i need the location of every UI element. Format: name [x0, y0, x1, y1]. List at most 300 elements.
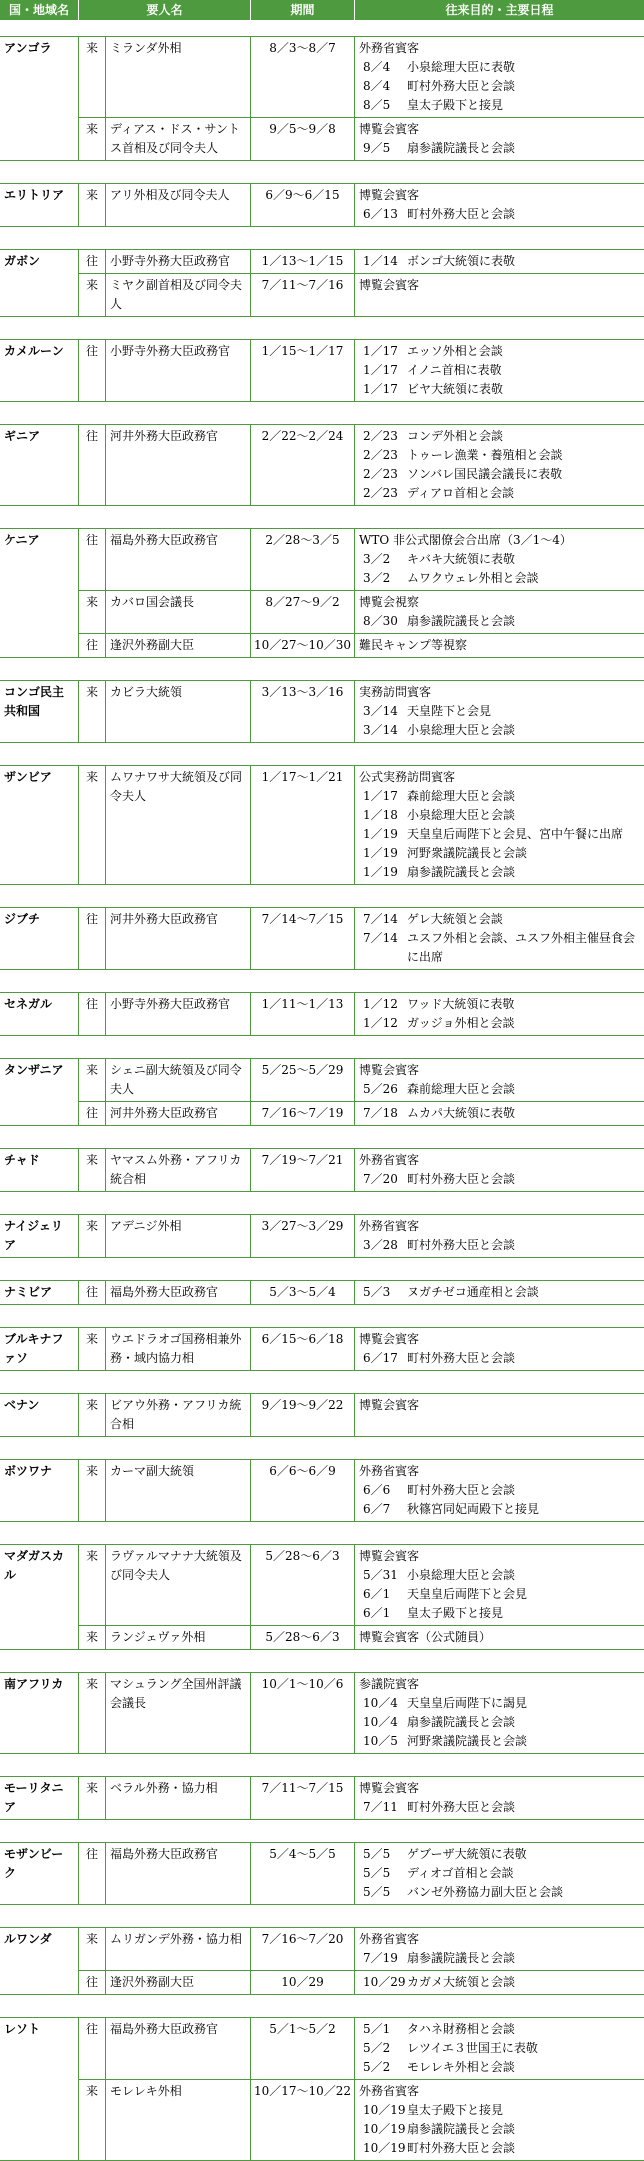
period-cell: 1／15～1／17 — [251, 340, 355, 401]
table-row — [79, 250, 644, 273]
purpose-cell — [355, 908, 644, 969]
schedule-text: 河野衆議院議長と会談 — [407, 1734, 528, 1748]
visit-category: 博覧会賓客 — [359, 122, 420, 136]
purpose-cell — [355, 1843, 644, 1904]
schedule-text: 町村外務大臣と会談 — [407, 1483, 516, 1497]
schedule-item — [359, 2039, 640, 2058]
country-name: セネガル — [0, 993, 79, 1035]
schedule-date: 2／23 — [363, 467, 398, 481]
person-cell: ムリガンデ外務・協力相 — [106, 1928, 251, 1970]
schedule-item — [359, 342, 640, 361]
schedule-item — [359, 427, 640, 446]
purpose-cell — [355, 1215, 644, 1257]
visit-category: WTO 非公式閣僚会合出席（3／1～4） — [359, 533, 572, 547]
country-group — [0, 1842, 644, 1905]
period-cell: 6／9～6／15 — [251, 184, 355, 226]
country-name: ナイジェリア — [0, 1215, 79, 1257]
schedule-text: ゲレ大統領と会談 — [407, 912, 503, 926]
schedule-item — [359, 721, 640, 740]
schedule-item — [359, 1694, 640, 1713]
schedule-date: 2／23 — [363, 486, 398, 500]
schedule-text: 天皇皇后両陛下に謁見 — [407, 1696, 528, 1710]
person-cell: 福島外務大臣政務官 — [106, 529, 251, 590]
direction-cell: 来 — [79, 1460, 106, 1521]
header-purpose: 往来目的・主要日程 — [445, 3, 554, 17]
schedule-date: 5／3 — [363, 1285, 391, 1299]
person-cell: ラヴァルマナナ大統領及び同令夫人 — [106, 1545, 251, 1625]
table-row — [79, 529, 644, 590]
schedule-item — [359, 844, 640, 863]
schedule-date: 6／17 — [363, 1351, 398, 1365]
schedule-text: 小泉総理大臣と会談 — [407, 723, 516, 737]
country-group — [0, 424, 644, 506]
country-name: カメルーン — [0, 340, 79, 401]
person-cell: 河井外務大臣政務官 — [106, 908, 251, 969]
person-cell: 小野寺外務大臣政務官 — [106, 250, 251, 273]
group-spacer — [0, 1995, 644, 2017]
schedule-text: 町村外務大臣と会談 — [407, 1172, 516, 1186]
header-period: 期間 — [251, 0, 355, 20]
person-cell: 福島外務大臣政務官 — [106, 1281, 251, 1304]
purpose-cell — [355, 529, 644, 590]
header-person: 要人名 — [79, 0, 251, 20]
period-cell: 5／25～5／29 — [251, 1059, 355, 1101]
person-cell: 河井外務大臣政務官 — [106, 1102, 251, 1125]
visit-category: 博覧会賓客 — [359, 188, 420, 202]
schedule-date: 10／4 — [363, 1696, 398, 1710]
direction-cell: 来 — [79, 1626, 106, 1649]
direction-cell: 来 — [79, 1777, 106, 1819]
person-cell: ヤマスム外務・アフリカ統合相 — [106, 1149, 251, 1191]
table-row — [79, 1059, 644, 1101]
schedule-date: 3／2 — [363, 552, 391, 566]
schedule-text: 町村外務大臣と会談 — [407, 1238, 516, 1252]
schedule-item — [359, 806, 640, 825]
schedule-date: 5／5 — [363, 1866, 391, 1880]
direction-cell: 往 — [79, 250, 106, 273]
table-row — [79, 1281, 644, 1304]
direction-cell: 往 — [79, 1971, 106, 1994]
schedule-date: 2／23 — [363, 429, 398, 443]
schedule-item — [359, 380, 640, 399]
schedule-date: 2／23 — [363, 448, 398, 462]
schedule-item — [359, 1283, 640, 1302]
period-cell: 7／16～7／19 — [251, 1102, 355, 1125]
period-cell: 7／14～7／15 — [251, 908, 355, 969]
schedule-item — [359, 2020, 640, 2039]
visit-rows — [79, 529, 644, 657]
schedule-date: 7／11 — [363, 1800, 398, 1814]
visit-rows — [79, 1328, 644, 1370]
table-row — [79, 1328, 644, 1370]
schedule-text: 皇太子殿下と接見 — [407, 98, 504, 112]
period-cell: 5／1～5／2 — [251, 2018, 355, 2079]
group-spacer — [0, 1305, 644, 1327]
table-row — [79, 766, 644, 884]
table-row — [79, 117, 644, 160]
person-cell: カバロ国会議長 — [106, 591, 251, 633]
direction-cell: 来 — [79, 591, 106, 633]
purpose-cell — [355, 993, 644, 1035]
country-group — [0, 1672, 644, 1754]
schedule-date: 7／14 — [363, 931, 398, 945]
table-row — [79, 425, 644, 505]
direction-cell: 来 — [79, 184, 106, 226]
group-spacer — [0, 1371, 644, 1393]
visit-rows — [79, 1460, 644, 1521]
purpose-cell — [355, 766, 644, 884]
schedule-item — [359, 1713, 640, 1732]
schedule-date: 6／1 — [363, 1587, 391, 1601]
country-group — [0, 680, 644, 743]
direction-cell: 来 — [79, 37, 106, 117]
period-cell: 3／13～3／16 — [251, 681, 355, 742]
schedule-date: 3／2 — [363, 571, 391, 585]
period-cell: 7／16～7／20 — [251, 1928, 355, 1970]
country-name: ジブチ — [0, 908, 79, 969]
visit-category: 博覧会賓客 — [359, 1332, 420, 1346]
schedule-text: 扇参議院議長と会談 — [407, 1715, 516, 1729]
schedule-text: 扇参議院議長と会談 — [407, 1951, 516, 1965]
visit-rows — [79, 1928, 644, 1994]
visit-rows — [79, 1281, 644, 1304]
schedule-text: 町村外務大臣と会談 — [407, 1351, 516, 1365]
person-cell: 河井外務大臣政務官 — [106, 425, 251, 505]
direction-cell: 来 — [79, 1328, 106, 1370]
country-name: チャド — [0, 1149, 79, 1191]
table-row — [79, 273, 644, 316]
schedule-text: レツイエ３世国王に表敬 — [407, 2041, 538, 2055]
schedule-date: 3／28 — [363, 1238, 398, 1252]
country-group — [0, 1459, 644, 1522]
country-name: ザンビア — [0, 766, 79, 884]
period-cell: 3／27～3／29 — [251, 1215, 355, 1257]
schedule-text: 町村外務大臣と会談 — [407, 79, 516, 93]
person-cell: ミランダ外相 — [106, 37, 251, 117]
schedule-text: イノニ首相に表敬 — [407, 363, 502, 377]
purpose-cell — [355, 681, 644, 742]
person-cell: ビアウ外務・アフリカ統合相 — [106, 1394, 251, 1436]
person-cell: カビラ大統領 — [106, 681, 251, 742]
schedule-item — [359, 702, 640, 721]
schedule-date: 7／20 — [363, 1172, 398, 1186]
purpose-cell — [355, 634, 644, 657]
schedule-item — [359, 1845, 640, 1864]
visit-category: 博覧会視察 — [359, 595, 420, 609]
direction-cell: 往 — [79, 2018, 106, 2079]
table-row — [79, 993, 644, 1035]
country-group — [0, 1148, 644, 1192]
table-row — [79, 1843, 644, 1904]
country-name: ブルキナファソ — [0, 1328, 79, 1370]
schedule-text: 森前総理大臣と会談 — [407, 1082, 516, 1096]
schedule-date: 8／4 — [363, 79, 391, 93]
direction-cell: 往 — [79, 425, 106, 505]
direction-cell: 来 — [79, 274, 106, 316]
schedule-date: 1／19 — [363, 865, 398, 879]
country-name: マダガスカル — [0, 1545, 79, 1649]
purpose-cell — [355, 1928, 644, 1970]
schedule-text: 天皇皇后両陛下と会見、宮中午餐に出席 — [407, 827, 624, 841]
schedule-text: キバキ大統領に表敬 — [407, 552, 516, 566]
visit-rows — [79, 1545, 644, 1649]
visit-rows — [79, 1673, 644, 1753]
table-row — [79, 2018, 644, 2079]
schedule-item — [359, 1104, 640, 1123]
schedule-text: トゥーレ漁業・養殖相と会談 — [407, 448, 563, 462]
country-group — [0, 992, 644, 1036]
group-spacer — [0, 885, 644, 907]
group-spacer — [0, 743, 644, 765]
direction-cell: 来 — [79, 1673, 106, 1753]
schedule-text: 森前総理大臣と会談 — [407, 789, 516, 803]
country-group — [0, 1280, 644, 1305]
schedule-date: 5／31 — [363, 1568, 398, 1582]
schedule-text: タハネ財務相と会談 — [407, 2022, 515, 2036]
schedule-date: 5／5 — [363, 1847, 391, 1861]
schedule-text: バンゼ外務協力副大臣と会談 — [407, 1885, 564, 1899]
purpose-cell — [355, 1281, 644, 1304]
schedule-item — [359, 252, 640, 271]
group-spacer — [0, 1192, 644, 1214]
schedule-text: ムカパ大統領に表敬 — [407, 1106, 516, 1120]
schedule-item — [359, 484, 640, 503]
schedule-date: 7／18 — [363, 1106, 398, 1120]
schedule-text: 町村外務大臣と会談 — [407, 207, 516, 221]
country-name: エリトリア — [0, 184, 79, 226]
visit-category: 参議院賓客 — [359, 1677, 420, 1691]
schedule-text: 皇太子殿下と接見 — [407, 1606, 504, 1620]
table-row — [79, 590, 644, 633]
schedule-text: ディオゴ首相と会談 — [407, 1866, 514, 1880]
period-cell: 1／17～1／21 — [251, 766, 355, 884]
country-group — [0, 1214, 644, 1258]
country-name: コンゴ民主共和国 — [0, 681, 79, 742]
schedule-date: 6／7 — [363, 1502, 391, 1516]
person-cell: 福島外務大臣政務官 — [106, 1843, 251, 1904]
country-name: ケニア — [0, 529, 79, 657]
group-spacer — [0, 1905, 644, 1927]
schedule-date: 10／19 — [363, 2141, 406, 2155]
schedule-date: 6／1 — [363, 1606, 391, 1620]
schedule-date: 1／12 — [363, 997, 398, 1011]
person-cell: ディアス・ドス・サントス首相及び同令夫人 — [106, 118, 251, 160]
country-group — [0, 765, 644, 885]
purpose-cell — [355, 250, 644, 273]
period-cell: 5／28～6／3 — [251, 1626, 355, 1649]
schedule-item — [359, 1585, 640, 1604]
person-cell: ミヤク副首相及び同令夫人 — [106, 274, 251, 316]
schedule-item — [359, 465, 640, 484]
schedule-date: 1／17 — [363, 382, 398, 396]
group-spacer — [0, 317, 644, 339]
person-cell: マシュラング全国州評議会議長 — [106, 1673, 251, 1753]
direction-cell: 来 — [79, 1928, 106, 1970]
schedule-text: 小泉総理大臣と会談 — [407, 808, 516, 822]
schedule-item — [359, 1798, 640, 1817]
country-name: アンゴラ — [0, 37, 79, 160]
schedule-item — [359, 446, 640, 465]
visit-table — [0, 36, 644, 2161]
visit-category: 実務訪問賓客 — [359, 685, 432, 699]
visit-category: 難民キャンプ等視察 — [359, 638, 468, 652]
country-group — [0, 1544, 644, 1650]
schedule-date: 5／2 — [363, 2041, 391, 2055]
schedule-date: 6／13 — [363, 207, 398, 221]
schedule-item — [359, 1973, 640, 1992]
period-cell: 2／28～3／5 — [251, 529, 355, 590]
country-group — [0, 907, 644, 970]
country-group — [0, 339, 644, 402]
period-cell: 7／19～7／21 — [251, 1149, 355, 1191]
schedule-date: 1／19 — [363, 827, 398, 841]
direction-cell: 来 — [79, 681, 106, 742]
schedule-date: 8／30 — [363, 614, 398, 628]
direction-cell: 来 — [79, 1394, 106, 1436]
schedule-item — [359, 612, 640, 631]
table-row — [79, 1460, 644, 1521]
table-row — [79, 1777, 644, 1819]
period-cell: 10／1～10／6 — [251, 1673, 355, 1753]
country-name: ルワンダ — [0, 1928, 79, 1994]
visit-category: 公式実務訪問賓客 — [359, 770, 456, 784]
schedule-date: 7／19 — [363, 1951, 398, 1965]
visit-rows — [79, 908, 644, 969]
schedule-item — [359, 995, 640, 1014]
table-header — [0, 0, 644, 20]
country-group — [0, 528, 644, 658]
schedule-text: 扇参議院議長と会談 — [407, 2122, 516, 2136]
header-country: 国・地域名 — [0, 0, 79, 20]
group-spacer — [0, 1036, 644, 1058]
schedule-text: 町村外務大臣と会談 — [407, 1800, 516, 1814]
schedule-date: 7／14 — [363, 912, 398, 926]
schedule-date: 10／19 — [363, 2122, 406, 2136]
schedule-item — [359, 2058, 640, 2077]
group-spacer — [0, 658, 644, 680]
visit-category: 外務省賓客 — [359, 41, 420, 55]
schedule-item — [359, 1864, 640, 1883]
purpose-cell — [355, 1545, 644, 1625]
schedule-date: 10／4 — [363, 1715, 398, 1729]
schedule-text: ソンバレ国民議会議長に表敬 — [407, 467, 563, 481]
schedule-text: ビヤ大統領に表敬 — [407, 382, 504, 396]
schedule-text: コンデ外相と会談 — [407, 429, 504, 443]
country-group — [0, 1058, 644, 1126]
schedule-text: モレレキ外相と会談 — [407, 2060, 515, 2074]
table-row — [79, 1625, 644, 1649]
country-group — [0, 36, 644, 161]
purpose-cell — [355, 1149, 644, 1191]
period-cell: 8／27～9／2 — [251, 591, 355, 633]
schedule-text: 小泉総理大臣と会談 — [407, 1568, 516, 1582]
visit-category: 外務省賓客 — [359, 1464, 420, 1478]
schedule-date: 1／12 — [363, 1016, 398, 1030]
country-name: 南アフリカ — [0, 1673, 79, 1753]
period-cell: 9／5～9／8 — [251, 118, 355, 160]
person-cell: ベラル外務・協力相 — [106, 1777, 251, 1819]
schedule-item — [359, 77, 640, 96]
country-group — [0, 1327, 644, 1371]
period-cell: 7／11～7／16 — [251, 274, 355, 316]
direction-cell: 往 — [79, 1843, 106, 1904]
schedule-date: 5／26 — [363, 1082, 398, 1096]
schedule-item — [359, 929, 640, 967]
table-row — [79, 184, 644, 226]
period-cell: 5／4～5／5 — [251, 1843, 355, 1904]
purpose-cell — [355, 1971, 644, 1994]
schedule-text: 町村外務大臣と会談 — [407, 2141, 516, 2155]
country-group — [0, 2017, 644, 2161]
schedule-item — [359, 569, 640, 588]
person-cell: 逢沢外務副大臣 — [106, 1971, 251, 1994]
visit-rows — [79, 37, 644, 160]
visit-rows — [79, 340, 644, 401]
schedule-date: 10／29 — [363, 1975, 406, 1989]
purpose-cell — [355, 274, 644, 316]
visit-rows — [79, 1394, 644, 1436]
person-cell: 小野寺外務大臣政務官 — [106, 340, 251, 401]
schedule-item — [359, 205, 640, 224]
visit-rows — [79, 993, 644, 1035]
schedule-text: ディアロ首相と会談 — [407, 486, 515, 500]
period-cell: 10／29 — [251, 1971, 355, 1994]
group-spacer — [0, 1650, 644, 1672]
group-spacer — [0, 402, 644, 424]
schedule-item — [359, 2101, 640, 2120]
visit-category: 博覧会賓客 — [359, 278, 420, 292]
person-cell: アリ外相及び同令夫人 — [106, 184, 251, 226]
person-cell: カーマ副大統領 — [106, 1460, 251, 1521]
schedule-date: 9／5 — [363, 141, 391, 155]
period-cell: 6／6～6／9 — [251, 1460, 355, 1521]
visit-category: 博覧会賓客 — [359, 1781, 420, 1795]
country-name: ナミビア — [0, 1281, 79, 1304]
table-row — [79, 681, 644, 742]
schedule-text: ワッド大統領に表敬 — [407, 997, 515, 1011]
period-cell: 5／28～6／3 — [251, 1545, 355, 1625]
schedule-date: 3／14 — [363, 704, 398, 718]
country-name: モーリタニア — [0, 1777, 79, 1819]
schedule-date: 1／17 — [363, 344, 398, 358]
table-row — [79, 1970, 644, 1994]
period-cell: 2／22～2／24 — [251, 425, 355, 505]
purpose-cell — [355, 1102, 644, 1125]
schedule-text: 皇太子殿下と接見 — [407, 2103, 504, 2117]
person-cell: アデニジ外相 — [106, 1215, 251, 1257]
schedule-date: 10／19 — [363, 2103, 406, 2117]
visit-category: 博覧会賓客 — [359, 1063, 420, 1077]
direction-cell: 来 — [79, 1215, 106, 1257]
direction-cell: 往 — [79, 1102, 106, 1125]
schedule-date: 1／19 — [363, 846, 398, 860]
schedule-text: 河野衆議院議長と会談 — [407, 846, 528, 860]
purpose-cell — [355, 1394, 644, 1436]
schedule-item — [359, 910, 640, 929]
person-cell: ランジェヴァ外相 — [106, 1626, 251, 1649]
schedule-item — [359, 1349, 640, 1368]
direction-cell: 来 — [79, 1059, 106, 1101]
purpose-cell — [355, 118, 644, 160]
direction-cell: 往 — [79, 993, 106, 1035]
visit-category: 外務省賓客 — [359, 1153, 420, 1167]
person-cell: 逢沢外務副大臣 — [106, 634, 251, 657]
schedule-item — [359, 863, 640, 882]
schedule-text: ユスフ外相と会談、ユスフ外相主催昼食会に出席 — [407, 931, 636, 964]
country-group — [0, 1776, 644, 1820]
schedule-item — [359, 2120, 640, 2139]
country-group — [0, 1927, 644, 1995]
